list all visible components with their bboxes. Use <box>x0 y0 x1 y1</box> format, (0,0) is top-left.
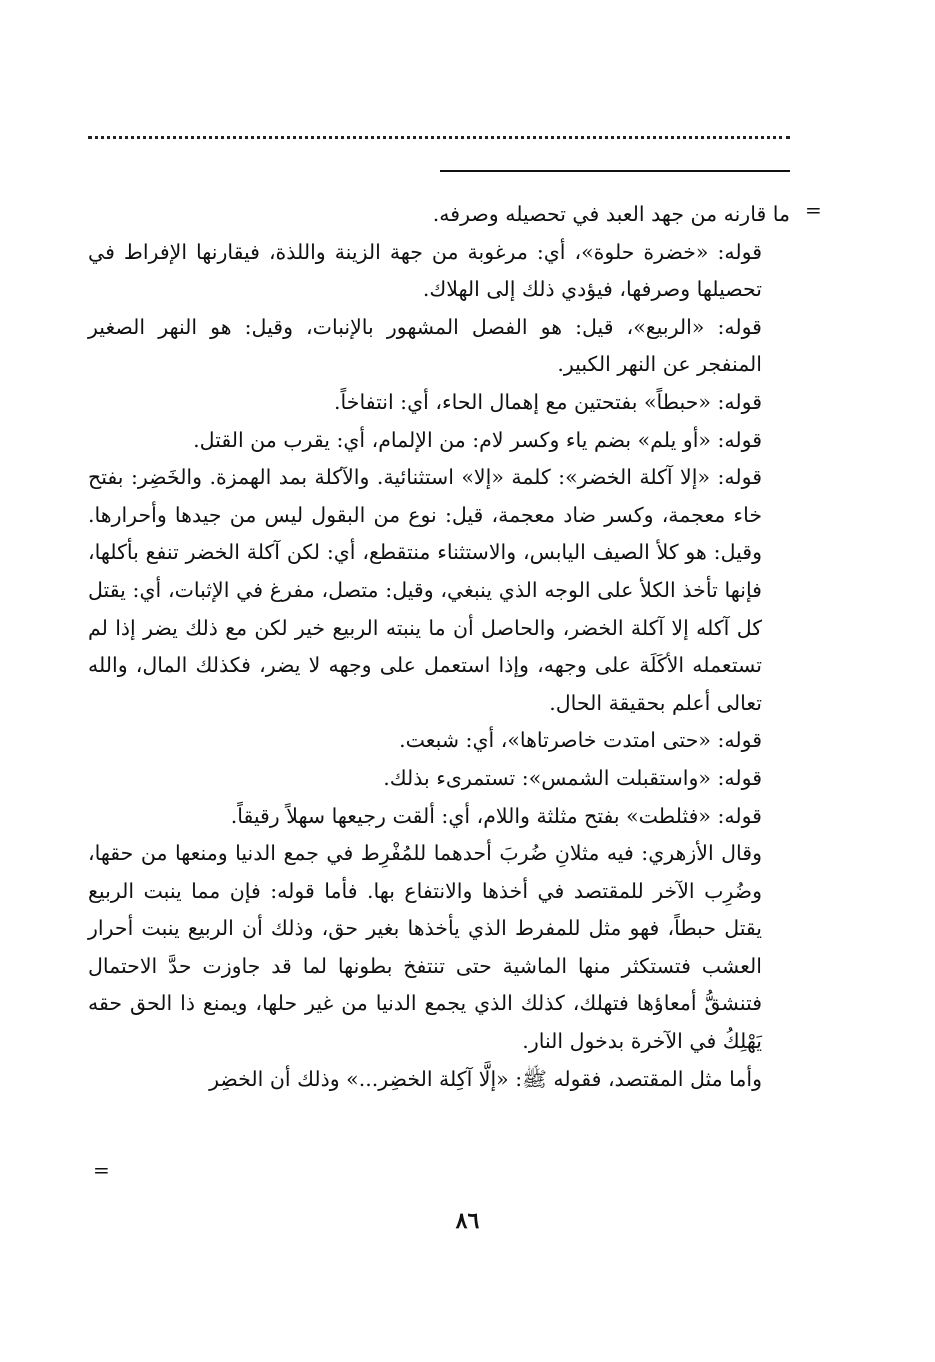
paragraph-continuation: ما قارنه من جهد العبد في تحصيله وصرفه. <box>432 202 790 226</box>
paragraph-khadira-hulwa: قوله: «خضرة حلوة»، أي: مرغوبة من جهة الزينة واللذة، فيقارنها الإفراط في تحصيلها وصرفها، فيؤدي ذلك إلى الهلاك. <box>88 239 762 302</box>
paragraph-aw-yulim: قوله: «أو يلم» بضم ياء وكسر لام: من الإلمام، أي: يقرب من القتل. <box>193 427 762 452</box>
paragraph-azhari: وقال الأزهري: فيه مثلانِ ضُربَ أحدهما للمُفْرِط في جمع الدنيا ومنعها من حقها، وضُرِب الآخر للمقتصد في أخذها والانتفاع بها. فأما قوله: فإن مما ينبت الربيع يقتل حبطاً، فهو مثل للمفرط الذي يأخذها بغير حق، وذلك أن الربيع ينبت أحرار العشب فتستكثر منها الماشية حتى تنتفخ بطونها لما قد جاوزت حدَّ الاحتمال فتنشقُّ أمعاؤها فتهلك، كذلك الذي يجمع الدنيا من غير حلها، ويمنع ذا الحق حقه يَهْلِكُ في الآخرة بدخول النار. <box>88 841 762 1054</box>
footnote-separator-line <box>440 170 790 172</box>
footnote-text-block <box>88 196 790 1098</box>
paragraph-hatta-imtaddat: قوله: «حتى امتدت خاصرتاها»، أي: شبعت. <box>399 728 762 753</box>
paragraph-istaqbalat: قوله: «واستقبلت الشمس»: تستمرىء بذلك. <box>383 765 762 790</box>
paragraph-illa-akilat: قوله: «إلا آكلة الخضر»: كلمة «إلا» استثنائية. والآكلة بمد الهمزة. والخَضِر: بفتح خاء معجمة، وكسر ضاد معجمة، قيل: نوع من البقول ليس من جيدها وأحرارها. وقيل: هو كلأ الصيف اليابس، والاستثناء منتقطع، أي: لكن آكلة الخضر تنفع بأكلها، فإنها تأخذ الكلأ على الوجه الذي ينبغي، وقيل: متصل، مفرغ في الإثبات، أي: يقتل كل آكله إلا آكلة الخضر، والحاصل أن ما ينبته الربيع خير لكن مع ذلك يضر إذا لم تستعمله الأكَلَة على وجهه، وإذا استعمل على وجهه لا يضر، فكذلك المال، والله تعالى أعلم بحقيقة الحال. <box>88 465 762 715</box>
paragraph-thalatat: قوله: «فثلطت» بفتح مثلثة واللام، أي: ألقت رجيعها سهلاً رقيقاً. <box>230 803 762 828</box>
paragraph-rabi: قوله: «الربيع»، قيل: هو الفصل المشهور بالإنبات، وقيل: هو النهر الصغير المنفجر عن النهر الكبير. <box>88 314 762 377</box>
paragraph-muqtasid: وأما مثل المقتصد، فقوله ﷺ: «إلَّا آكِلة الخضِر...» وذلك أن الخضِر <box>209 1066 762 1091</box>
page-number: ٨٦ <box>455 1208 480 1234</box>
paragraph-habatan: قوله: «حبطاً» بفتحتين مع إهمال الحاء، أي: انتفاخاً. <box>334 389 762 414</box>
continuation-mark-top: = <box>805 198 822 222</box>
dotted-separator <box>88 136 790 139</box>
continuation-mark-bottom: = <box>93 1158 110 1182</box>
